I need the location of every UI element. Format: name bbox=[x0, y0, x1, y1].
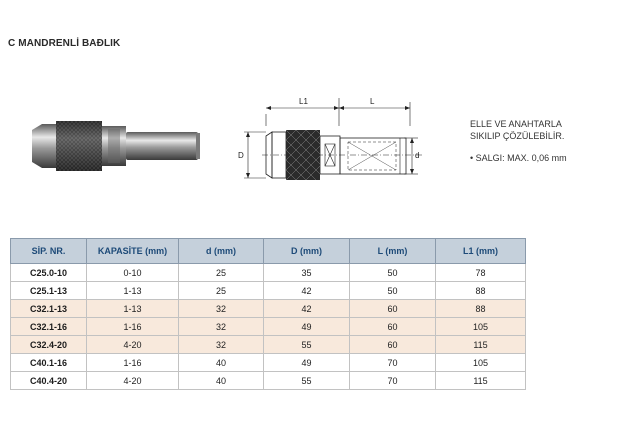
cell-D: 49 bbox=[264, 318, 350, 336]
cell-L: 70 bbox=[350, 372, 436, 390]
cell-L1: 78 bbox=[436, 264, 526, 282]
table-row bbox=[11, 264, 526, 282]
description bbox=[470, 118, 567, 164]
cell-D: 55 bbox=[264, 372, 350, 390]
col-header-d: d (mm) bbox=[179, 239, 264, 264]
col-header-L: L (mm) bbox=[350, 239, 436, 264]
cell-d: 32 bbox=[179, 300, 264, 318]
cell-L1: 105 bbox=[436, 318, 526, 336]
col-header-order-no: SİP. NR. bbox=[11, 239, 87, 264]
label-l: L bbox=[370, 97, 375, 106]
cell-L: 50 bbox=[350, 264, 436, 282]
table-row bbox=[11, 354, 526, 372]
cell-L: 50 bbox=[350, 282, 436, 300]
table-header-row bbox=[11, 239, 526, 264]
cell-L: 70 bbox=[350, 354, 436, 372]
page-title: C MANDRENLİ BAĐLIK bbox=[8, 38, 121, 49]
table-row bbox=[11, 372, 526, 390]
label-d-inner: d bbox=[415, 151, 420, 160]
cell-capacity: 1-16 bbox=[87, 354, 179, 372]
cell-D: 55 bbox=[264, 336, 350, 354]
description-line-2: SIKILIP ÇÖZÜLEBİLİR. bbox=[470, 131, 565, 141]
cell-order-no: C40.1-16 bbox=[11, 354, 87, 372]
cell-capacity: 4-20 bbox=[87, 336, 179, 354]
col-header-capacity: KAPASİTE (mm) bbox=[87, 239, 179, 264]
table-row bbox=[11, 300, 526, 318]
label-l1: L1 bbox=[299, 97, 308, 106]
cell-order-no: C25.0-10 bbox=[11, 264, 87, 282]
cell-order-no: C32.4-20 bbox=[11, 336, 87, 354]
col-header-D: D (mm) bbox=[264, 239, 350, 264]
cell-d: 25 bbox=[179, 264, 264, 282]
cell-D: 42 bbox=[264, 300, 350, 318]
col-header-L1: L1 (mm) bbox=[436, 239, 526, 264]
runout-spec: • SALGI: MAX. 0,06 mm bbox=[470, 153, 567, 163]
cell-capacity: 0-10 bbox=[87, 264, 179, 282]
cell-order-no: C25.1-13 bbox=[11, 282, 87, 300]
cell-L1: 88 bbox=[436, 282, 526, 300]
cell-d: 25 bbox=[179, 282, 264, 300]
cell-L1: 105 bbox=[436, 354, 526, 372]
technical-drawing bbox=[236, 92, 426, 202]
cell-D: 35 bbox=[264, 264, 350, 282]
cell-D: 42 bbox=[264, 282, 350, 300]
cell-L1: 115 bbox=[436, 372, 526, 390]
cell-L1: 115 bbox=[436, 336, 526, 354]
cell-capacity: 1-13 bbox=[87, 282, 179, 300]
cell-d: 32 bbox=[179, 336, 264, 354]
product-photo bbox=[28, 116, 208, 178]
cell-capacity: 1-16 bbox=[87, 318, 179, 336]
cell-capacity: 4-20 bbox=[87, 372, 179, 390]
cell-D: 49 bbox=[264, 354, 350, 372]
spec-table bbox=[10, 238, 526, 390]
cell-d: 32 bbox=[179, 318, 264, 336]
label-d-outer: D bbox=[238, 151, 244, 160]
cell-order-no: C40.4-20 bbox=[11, 372, 87, 390]
table-row bbox=[11, 282, 526, 300]
cell-L: 60 bbox=[350, 300, 436, 318]
table-row bbox=[11, 336, 526, 354]
cell-L1: 88 bbox=[436, 300, 526, 318]
cell-d: 40 bbox=[179, 354, 264, 372]
description-line-1: ELLE VE ANAHTARLA bbox=[470, 119, 562, 129]
cell-L: 60 bbox=[350, 336, 436, 354]
cell-d: 40 bbox=[179, 372, 264, 390]
cell-L: 60 bbox=[350, 318, 436, 336]
cell-capacity: 1-13 bbox=[87, 300, 179, 318]
cell-order-no: C32.1-16 bbox=[11, 318, 87, 336]
cell-order-no: C32.1-13 bbox=[11, 300, 87, 318]
table-row bbox=[11, 318, 526, 336]
